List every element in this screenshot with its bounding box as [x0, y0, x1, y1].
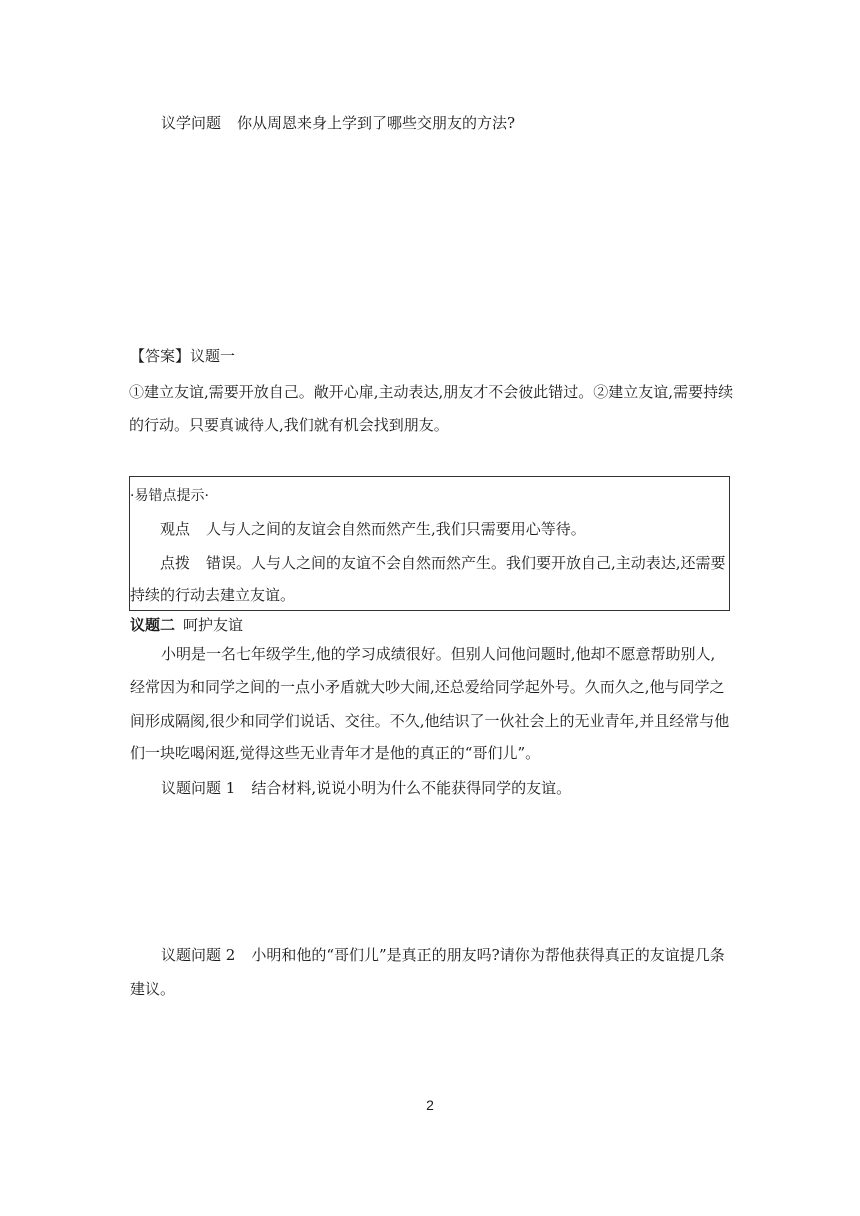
tip-view-label: 观点	[160, 520, 191, 538]
tip-view-text: 人与人之间的友谊会自然而然产生,我们只需要用心等待。	[206, 520, 586, 538]
topic2-para-line-3: 间形成隔阂,很少和同学们说话、交往。不久,他结识了一伙社会上的无业青年,并且经常与他	[130, 712, 730, 730]
topic2-question-1	[161, 778, 571, 798]
tip-hint-line-2: 持续的行动去建立友谊。	[130, 586, 296, 604]
question-label: 议题问题 2	[161, 946, 236, 964]
topic2-label: 议题二	[130, 616, 176, 634]
question-text: 小明和他的“哥们儿”是真正的朋友吗?请你为帮他获得真正的友谊提几条	[251, 946, 725, 964]
answer-line-2: 的行动。只要真诚待人,我们就有机会找到朋友。	[129, 416, 449, 434]
topic2-para-line-1: 小明是一名七年级学生,他的学习成绩很好。但别人问他问题时,他却不愿意帮助别人,	[161, 645, 716, 663]
question-label: 议题问题 1	[161, 779, 236, 797]
topic2-para-line-2: 经常因为和同学之间的一点小矛盾就大吵大闹,还总爱给同学起外号。久而久之,他与同学之	[130, 678, 725, 696]
tip-title: ·易错点提示·	[130, 488, 209, 504]
topic2-question-2-line-2: 建议。	[130, 980, 176, 998]
error-tip-box	[129, 476, 730, 611]
question-label: 议学问题	[161, 114, 222, 132]
topic2-para-line-4: 们一块吃喝闲逛,觉得这些无业青年才是他的真正的“哥们儿”。	[130, 744, 541, 762]
question-text: 你从周恩来身上学到了哪些交朋友的方法?	[237, 114, 516, 132]
topic2-title: 呵护友谊	[183, 616, 244, 634]
tip-view	[160, 519, 586, 539]
question-text: 结合材料,说说小明为什么不能获得同学的友谊。	[251, 779, 572, 797]
tip-hint-label: 点拨	[160, 554, 191, 572]
answer-line-1: ①建立友谊,需要开放自己。敞开心扉,主动表达,朋友才不会彼此错过。②建立友谊,需要持续	[129, 383, 734, 401]
tip-hint	[160, 553, 726, 573]
tip-hint-text: 错误。人与人之间的友谊不会自然而然产生。我们要开放自己,主动表达,还需要	[206, 554, 726, 572]
page-number: 2	[426, 1097, 434, 1113]
answer-heading: 【答案】议题一	[130, 347, 236, 365]
question-q1	[161, 113, 515, 133]
topic2-heading	[130, 615, 243, 635]
topic2-question-2	[161, 945, 725, 965]
